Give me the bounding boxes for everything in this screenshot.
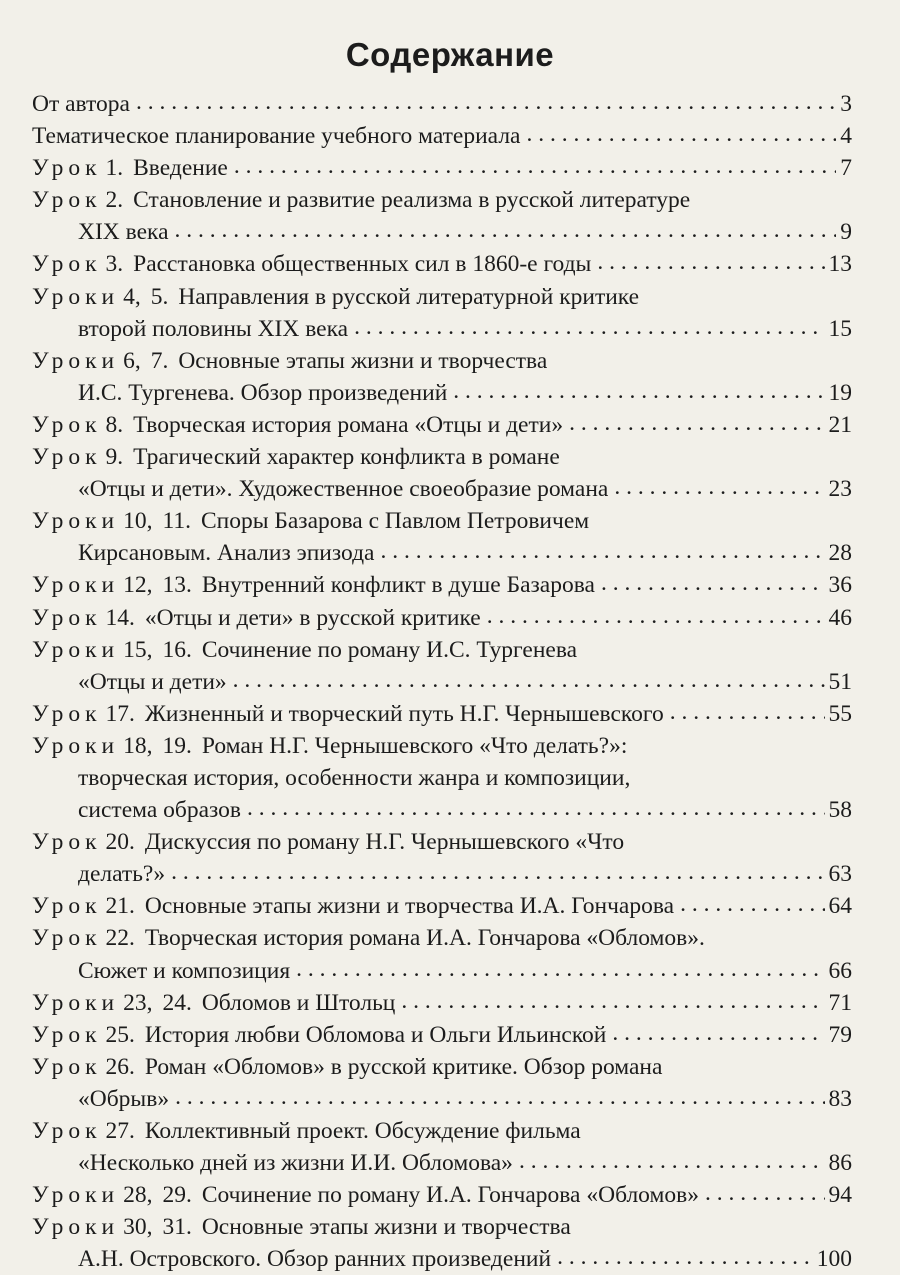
toc-entry-title: Расстановка общественных сил в 1860-е годы xyxy=(133,251,592,278)
toc-page-number: 51 xyxy=(828,668,852,695)
lesson-number: 15, xyxy=(123,636,153,663)
toc-entry xyxy=(32,345,852,409)
toc-entry-line xyxy=(32,120,852,152)
toc-entry xyxy=(32,602,852,634)
toc-page-number: 58 xyxy=(828,797,852,824)
toc-entry-line xyxy=(32,569,852,601)
toc-page-number: 28 xyxy=(828,540,852,567)
toc-entry-line xyxy=(32,1051,852,1083)
toc-entry-continuation xyxy=(32,1243,852,1275)
toc-entry-line xyxy=(32,698,852,730)
lesson-number: 1. xyxy=(105,155,124,182)
lesson-numbers xyxy=(106,409,124,441)
page-title: Содержание xyxy=(345,36,555,73)
toc-page-number: 3 xyxy=(840,91,852,117)
toc-entry-continuation xyxy=(32,216,852,248)
lesson-number: 2. xyxy=(105,187,124,214)
lesson-number: 11. xyxy=(162,508,191,535)
lesson-number: 18, xyxy=(123,732,153,759)
lesson-prefix: Уроки xyxy=(32,572,120,599)
lesson-prefix: Урок xyxy=(32,155,102,182)
toc-entry-title: Споры Базарова с Павлом Петровичем xyxy=(200,508,590,535)
toc-entry xyxy=(32,987,852,1019)
toc-entry-line xyxy=(32,922,852,954)
lesson-prefix: Уроки xyxy=(32,732,120,759)
lesson-prefix: Урок xyxy=(32,925,102,952)
lesson-number: 29. xyxy=(162,1182,192,1209)
toc-entry-title: Становление и развитие реализма в русской литературе xyxy=(133,187,691,214)
toc-entry-line xyxy=(32,634,852,666)
lesson-number: 17. xyxy=(105,700,135,727)
dot-leader xyxy=(175,214,837,246)
toc-page-number: 79 xyxy=(828,1021,852,1048)
toc-entry-line xyxy=(32,248,852,280)
toc-entry-continuation xyxy=(32,1147,852,1179)
toc-entry xyxy=(32,826,852,890)
toc-page-number: 9 xyxy=(840,219,852,246)
lesson-number: 27. xyxy=(105,1118,135,1144)
toc-entry-title: Тематическое планирование учебного материала xyxy=(32,123,521,150)
lesson-prefix: Урок xyxy=(32,1021,102,1048)
toc-entry xyxy=(32,120,852,152)
toc-entry-title: «Отцы и дети» в русской критике xyxy=(144,604,481,631)
toc-page-number: 4 xyxy=(840,123,852,150)
dot-leader xyxy=(247,792,824,824)
toc-entry-continuation xyxy=(32,858,852,890)
toc-entry xyxy=(32,1019,852,1051)
dot-leader xyxy=(233,664,825,696)
toc-entry-continuation xyxy=(32,794,852,826)
lesson-numbers xyxy=(123,1179,192,1211)
toc-entry-continuation xyxy=(32,473,852,505)
dot-leader xyxy=(526,118,836,150)
lesson-prefix: Урок xyxy=(32,829,102,856)
lesson-numbers xyxy=(123,987,192,1019)
lesson-number: 24. xyxy=(162,989,192,1016)
lesson-prefix: Урок xyxy=(32,411,102,438)
toc-entry-title: Творческая история романа И.А. Гончарова «Обломов». xyxy=(144,925,705,952)
toc-entry-line xyxy=(32,602,852,634)
lesson-numbers xyxy=(106,698,135,730)
toc-entry-continuation xyxy=(32,955,852,987)
toc-entry-line xyxy=(32,1019,852,1051)
lesson-number: 14. xyxy=(105,604,135,631)
lesson-numbers xyxy=(123,505,191,537)
toc-entry xyxy=(32,441,852,505)
lesson-prefix: Уроки xyxy=(32,508,120,535)
dot-leader xyxy=(380,535,824,567)
lesson-number: 31. xyxy=(162,1214,192,1241)
lesson-prefix: Урок xyxy=(32,893,102,920)
toc-entry-title: творческая история, особенности жанра и композиции, xyxy=(78,764,631,791)
toc-entry-title: История любви Обломова и Ольги Ильинской xyxy=(144,1021,607,1048)
toc-entry-title: Введение xyxy=(133,155,228,182)
lesson-numbers xyxy=(123,345,168,377)
lesson-prefix: Урок xyxy=(32,1053,102,1080)
dot-leader xyxy=(453,375,824,407)
toc-entry-continuation xyxy=(32,666,852,698)
toc-entry-title: Жизненный и творческий путь Н.Г. Чернышевского xyxy=(144,700,664,727)
lesson-number: 26. xyxy=(105,1053,135,1080)
toc-entry-line xyxy=(32,1179,852,1211)
toc-entry xyxy=(32,409,852,441)
toc-entry xyxy=(32,88,852,120)
toc-page-number: 21 xyxy=(828,411,852,438)
toc-entry-title: Основные этапы жизни и творчества xyxy=(201,1214,571,1241)
toc-entry xyxy=(32,1179,852,1211)
toc-entry xyxy=(32,730,852,826)
lesson-numbers xyxy=(106,248,124,280)
toc-entry-line xyxy=(32,184,852,216)
toc-entry-line xyxy=(32,88,852,120)
toc-entry-line xyxy=(32,409,852,441)
toc-page-number: 83 xyxy=(828,1085,852,1112)
toc-entry-title: «Отцы и дети» xyxy=(78,668,227,695)
toc-entry xyxy=(32,698,852,730)
lesson-prefix: Уроки xyxy=(32,347,120,374)
lesson-prefix: Уроки xyxy=(32,283,120,310)
lesson-number: 7. xyxy=(150,347,169,374)
dot-leader xyxy=(487,600,825,632)
lesson-number: 6, xyxy=(123,347,141,374)
toc-page-number: 100 xyxy=(816,1246,852,1273)
lesson-prefix: Урок xyxy=(32,444,102,471)
dot-leader xyxy=(401,985,824,1017)
toc-entry-line xyxy=(32,730,852,762)
toc-entry-title: система образов xyxy=(78,797,242,824)
toc-entry-title: «Несколько дней из жизни И.И. Обломова» xyxy=(78,1150,513,1177)
toc-entry xyxy=(32,634,852,698)
lesson-number: 16. xyxy=(162,636,192,663)
toc-entry-title: Коллективный проект. Обсуждение фильма xyxy=(144,1118,581,1144)
lesson-numbers xyxy=(123,569,192,601)
lesson-number: 12, xyxy=(123,572,153,599)
lesson-number: 30, xyxy=(123,1214,153,1241)
lesson-numbers xyxy=(106,1019,135,1051)
lesson-prefix: Урок xyxy=(32,1118,102,1144)
toc-entry-title: Сочинение по роману И.А. Гончарова «Обломов» xyxy=(201,1182,699,1209)
lesson-number: 4, xyxy=(123,283,141,310)
toc-entry-title: Сочинение по роману И.С. Тургенева xyxy=(201,636,578,663)
toc-entry-title: Творческая история романа «Отцы и дети» xyxy=(133,411,564,438)
lesson-prefix: Уроки xyxy=(32,989,120,1016)
toc-page-number: 13 xyxy=(828,251,852,278)
lesson-number: 10, xyxy=(123,508,153,535)
toc-entry-line xyxy=(32,505,852,537)
toc-entry-line xyxy=(32,1115,852,1147)
toc-entry xyxy=(32,184,852,248)
dot-leader xyxy=(519,1145,825,1177)
lesson-numbers xyxy=(106,1115,135,1147)
toc-entry-continuation xyxy=(32,1083,852,1115)
toc-entry-title: Обломов и Штольц xyxy=(201,989,396,1016)
dot-leader xyxy=(670,696,825,728)
toc-entry xyxy=(32,281,852,345)
toc-entry-title: второй половины XIX века xyxy=(78,315,349,342)
lesson-numbers xyxy=(106,602,135,634)
lesson-number: 22. xyxy=(105,925,135,952)
toc-entry xyxy=(32,248,852,280)
lesson-numbers xyxy=(106,890,135,922)
lesson-prefix: Урок xyxy=(32,604,102,631)
lesson-prefix: Урок xyxy=(32,251,102,278)
toc-entry xyxy=(32,505,852,569)
dot-leader xyxy=(136,86,836,118)
lesson-number: 20. xyxy=(105,829,135,856)
toc-page-number: 86 xyxy=(828,1150,852,1177)
toc-entry-line xyxy=(32,826,852,858)
toc-page-number: 15 xyxy=(828,315,852,342)
toc-entry-title: «Обрыв» xyxy=(78,1085,170,1112)
toc-page-number: 71 xyxy=(828,989,852,1016)
lesson-number: 13. xyxy=(162,572,192,599)
toc-entry-title: Дискуссия по роману Н.Г. Чернышевского «Что xyxy=(144,829,625,856)
dot-leader xyxy=(296,953,824,985)
toc-entry-title: Основные этапы жизни и творчества xyxy=(178,347,548,374)
toc-page-number: 36 xyxy=(828,572,852,599)
lesson-number: 28, xyxy=(123,1182,153,1209)
lesson-number: 23, xyxy=(123,989,153,1016)
lesson-numbers xyxy=(106,826,135,858)
toc-entry-title: Внутренний конфликт в душе Базарова xyxy=(201,572,595,599)
toc-entry xyxy=(32,1051,852,1115)
toc-page-number: 66 xyxy=(828,957,852,984)
toc-entry-title: И.С. Тургенева. Обзор произведений xyxy=(78,379,448,406)
lesson-prefix: Урок xyxy=(32,700,102,727)
toc-entry-title: А.Н. Островского. Обзор ранних произведений xyxy=(78,1246,552,1273)
lesson-numbers xyxy=(123,281,168,313)
toc-page-number: 19 xyxy=(828,379,852,406)
toc-entry-title: Кирсановым. Анализ эпизода xyxy=(78,540,375,567)
lesson-number: 8. xyxy=(105,411,124,438)
lesson-number: 9. xyxy=(105,444,124,471)
dot-leader xyxy=(175,1081,824,1113)
toc-entry-line xyxy=(32,987,852,1019)
toc-entry xyxy=(32,922,852,986)
lesson-prefix: Урок xyxy=(32,187,102,214)
lesson-numbers xyxy=(123,1211,192,1243)
toc-page-number: 55 xyxy=(828,700,852,727)
dot-leader xyxy=(234,150,836,182)
toc-page-number: 7 xyxy=(840,155,852,182)
dot-leader xyxy=(680,888,824,920)
toc-entry-title: XIX века xyxy=(78,219,169,246)
toc-entry-line xyxy=(32,1211,852,1243)
toc-page-number: 46 xyxy=(828,604,852,631)
toc-entry-title: Направления в русской литературной критике xyxy=(178,283,640,310)
dot-leader xyxy=(557,1241,813,1273)
lesson-number: 19. xyxy=(162,732,192,759)
dot-leader xyxy=(171,856,824,888)
toc-entry-continuation xyxy=(32,762,852,794)
lesson-numbers xyxy=(123,634,192,666)
dot-leader xyxy=(601,567,825,599)
lesson-prefix: Уроки xyxy=(32,1182,120,1209)
table-of-contents xyxy=(32,88,852,1275)
toc-entry xyxy=(32,569,852,601)
toc-page-number: 94 xyxy=(828,1182,852,1209)
toc-entry xyxy=(32,1211,852,1275)
lesson-number: 25. xyxy=(105,1021,135,1048)
lesson-numbers xyxy=(106,441,124,473)
toc-page-number: 64 xyxy=(828,893,852,920)
toc-entry xyxy=(32,1115,852,1179)
toc-entry-title: Основные этапы жизни и творчества И.А. Гончарова xyxy=(144,893,675,920)
toc-entry-line xyxy=(32,441,852,473)
dot-leader xyxy=(569,407,824,439)
toc-entry-line xyxy=(32,281,852,313)
dot-leader xyxy=(614,471,824,503)
dot-leader xyxy=(705,1177,825,1209)
toc-entry-line xyxy=(32,890,852,922)
lesson-numbers xyxy=(106,1051,135,1083)
lesson-prefix: Уроки xyxy=(32,636,120,663)
lesson-prefix: Уроки xyxy=(32,1214,120,1241)
lesson-numbers xyxy=(106,152,124,184)
toc-entry-title: Роман «Обломов» в русской критике. Обзор романа xyxy=(144,1053,663,1080)
toc-entry-line xyxy=(32,345,852,377)
toc-entry-continuation xyxy=(32,537,852,569)
toc-page-number: 23 xyxy=(828,476,852,503)
toc-entry-continuation xyxy=(32,313,852,345)
toc-entry-title: От автора xyxy=(32,91,130,117)
toc-entry xyxy=(32,152,852,184)
toc-entry-title: делать?» xyxy=(78,861,166,888)
lesson-number: 3. xyxy=(105,251,124,278)
lesson-number: 5. xyxy=(150,283,169,310)
toc-entry xyxy=(32,890,852,922)
dot-leader xyxy=(597,246,824,278)
lesson-numbers xyxy=(106,184,124,216)
toc-entry-title: Трагический характер конфликта в романе xyxy=(133,444,560,471)
dot-leader xyxy=(354,311,824,343)
toc-page-number: 63 xyxy=(828,861,852,888)
toc-entry-continuation xyxy=(32,377,852,409)
lesson-number: 21. xyxy=(105,893,135,920)
toc-entry-title: Роман Н.Г. Чернышевского «Что делать?»: xyxy=(201,732,628,759)
toc-entry-title: Сюжет и композиция xyxy=(78,957,291,984)
toc-entry-line xyxy=(32,152,852,184)
lesson-numbers xyxy=(106,922,135,954)
dot-leader xyxy=(612,1017,824,1049)
toc-entry-title: «Отцы и дети». Художественное своеобразие романа xyxy=(78,476,609,503)
lesson-numbers xyxy=(123,730,192,762)
